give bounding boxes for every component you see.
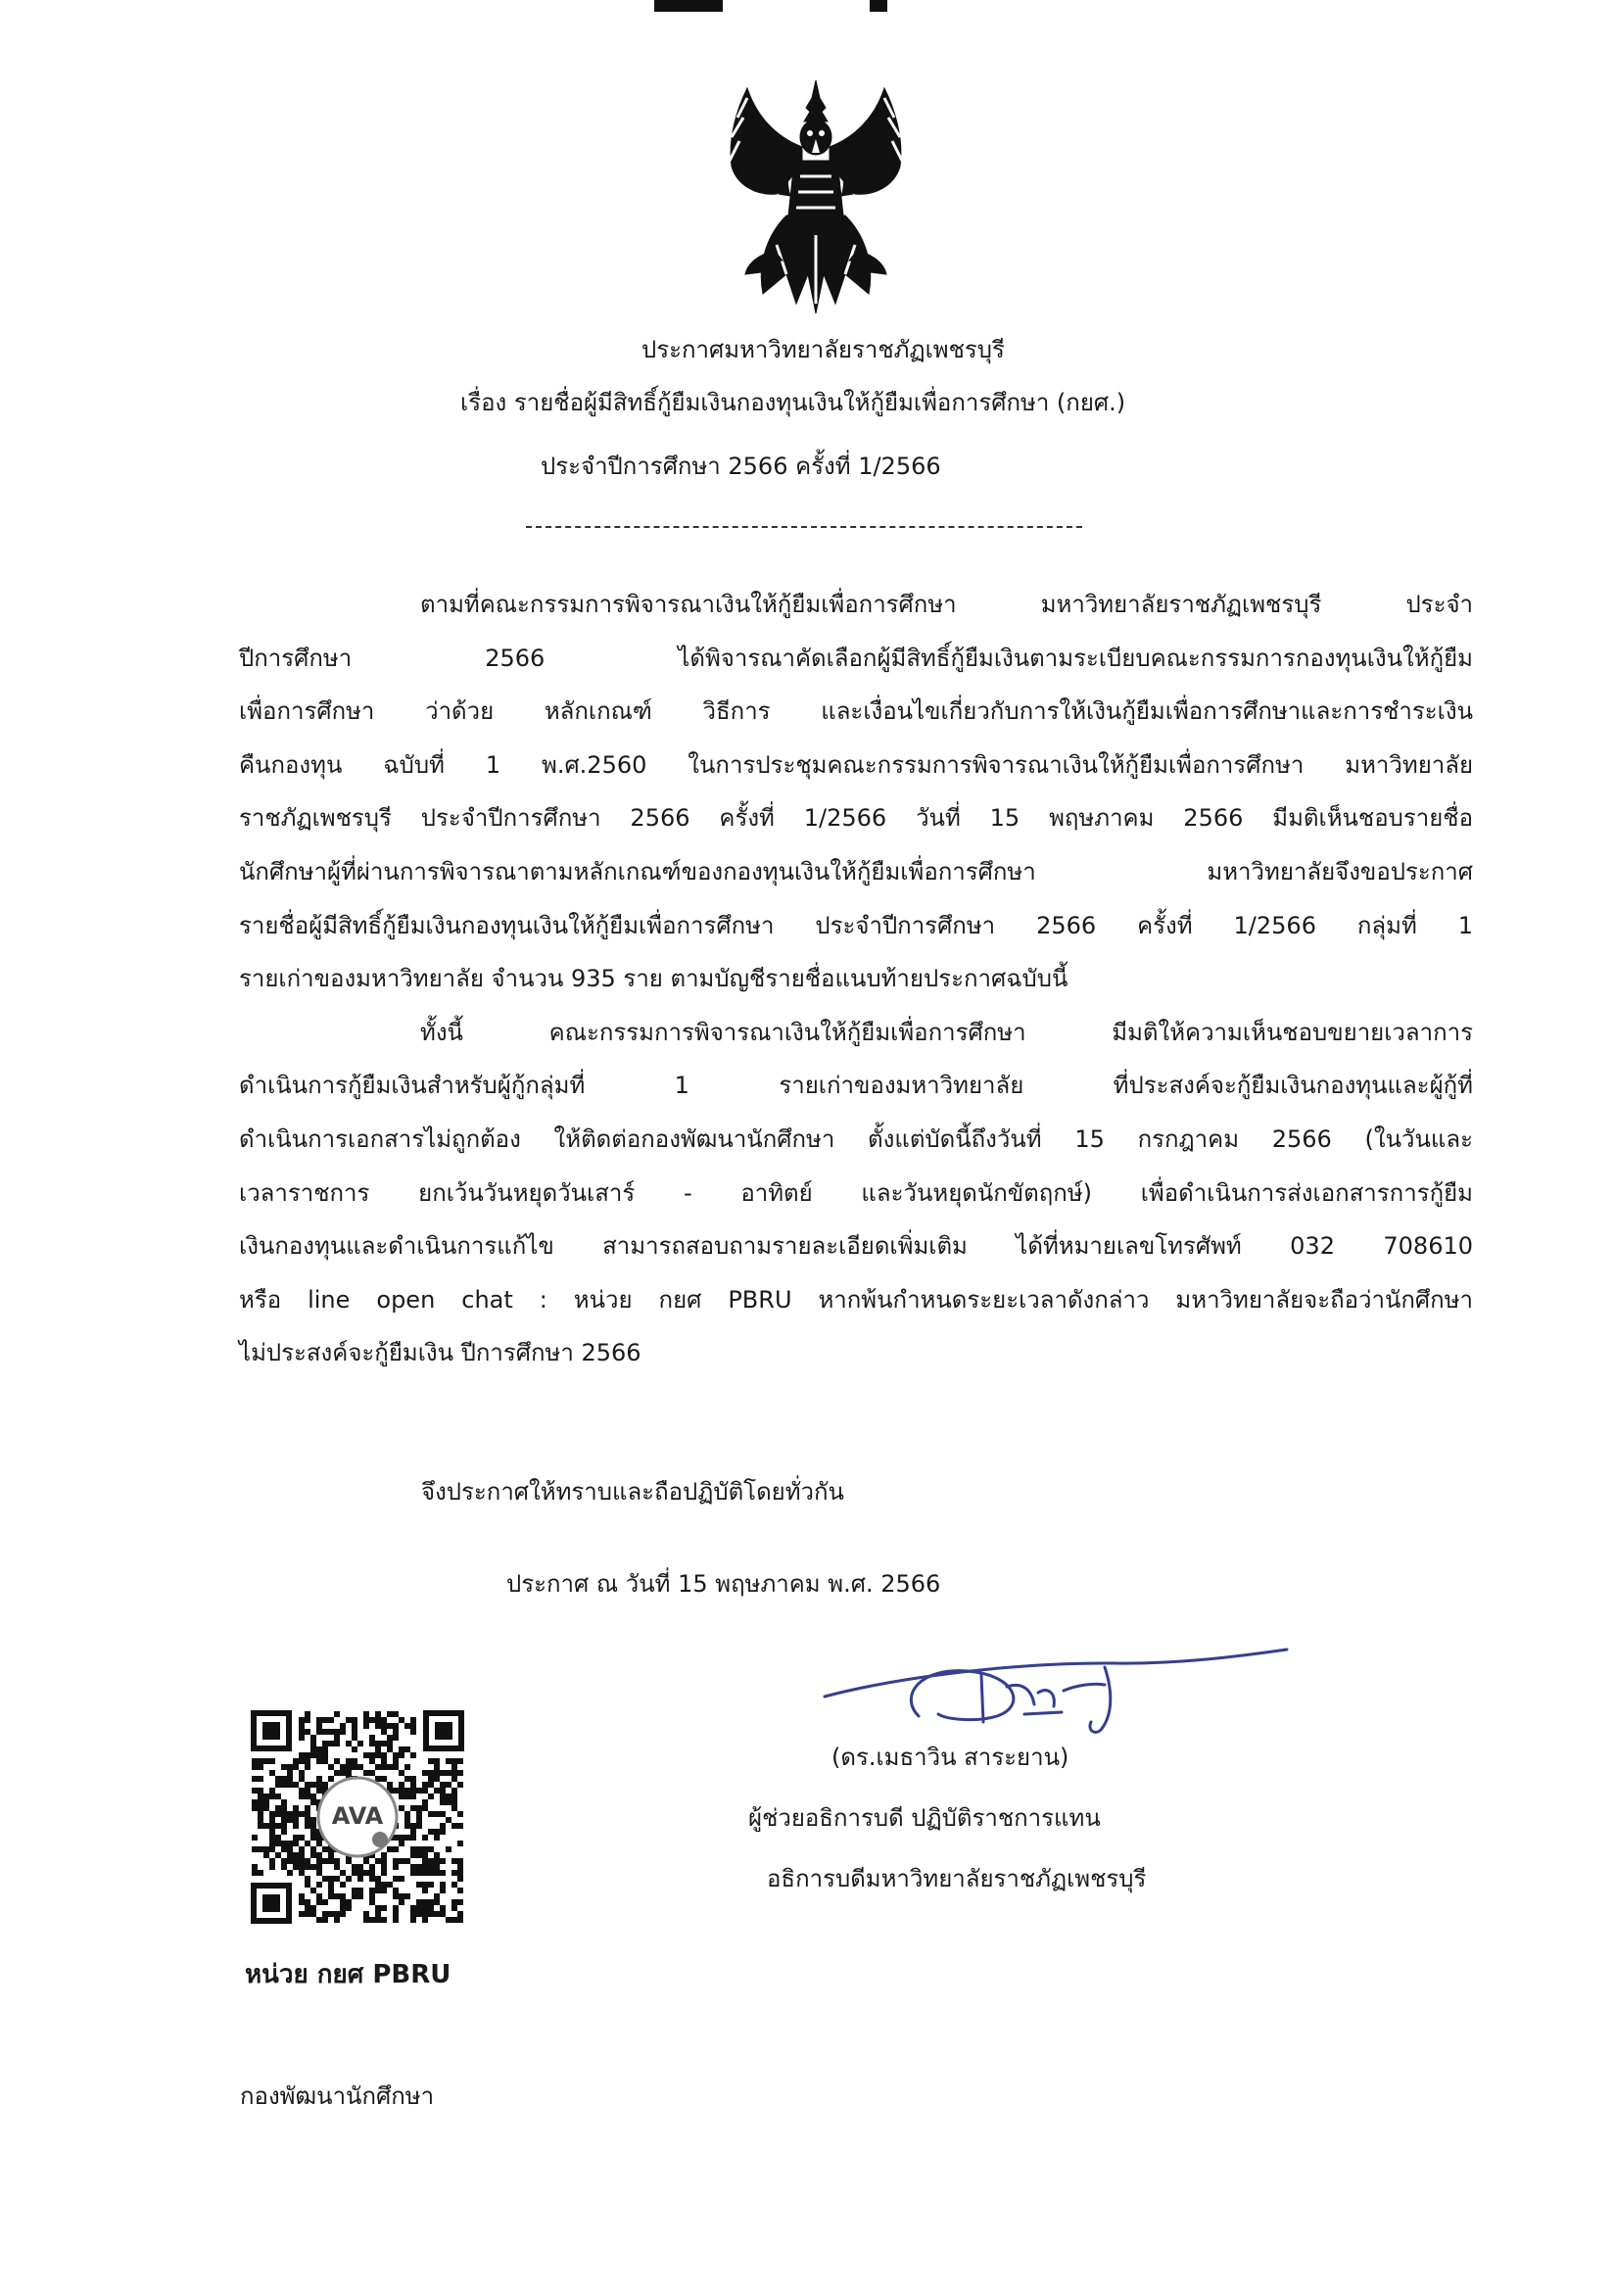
body-line: เวลาราชการ ยกเว้นวันหยุดวันเสาร์ - อาทิตย์ และวันหยุดนักขัตฤกษ์) เพื่อดำเนินการส่งเอกสารการกู้ยืม [239,1178,1473,1207]
signatory-position: ผู้ช่วยอธิการบดี ปฏิบัติราชการแทน [748,1804,1101,1832]
body-line: ไม่ประสงค์จะกู้ยืมเงิน ปีการศึกษา 2566 [239,1339,641,1367]
body-line: ตามที่คณะกรรมการพิจารณาเงินให้กู้ยืมเพื่อการศึกษา มหาวิทยาลัยราชภัฏเพชรบุรี ประจำ [420,591,1473,618]
issuing-division: กองพัฒนานักศึกษา [240,2082,435,2110]
scan-mark-right [870,0,887,12]
body-line: เงินกองทุนและดำเนินการแก้ไข สามารถสอบถามรายละเอียดเพิ่มเติม ได้ที่หมายเลขโทรศัพท์ 032 708610 [239,1232,1473,1261]
body-line: ดำเนินการกู้ยืมเงินสำหรับผู้กู้กลุ่มที่ 1 รายเก่าของมหาวิทยาลัย ที่ประสงค์จะกู้ยืมเงินกองทุนและผู้กู้ที่ [239,1072,1473,1100]
garuda-emblem-icon [718,78,914,318]
closing-statement: จึงประกาศให้ทราบและถือปฏิบัติโดยทั่วกัน [421,1478,844,1506]
body-line: รายชื่อผู้มีสิทธิ์กู้ยืมเงินกองทุนเงินให้กู้ยืมเพื่อการศึกษา ประจำปีการศึกษา 2566 ครั้งที่ 1/2566 กลุ่มที่ 1 [239,911,1473,939]
signatory-position-university: อธิการบดีมหาวิทยาลัยราชภัฏเพชรบุรี [767,1865,1147,1892]
body-line: คืนกองทุน ฉบับที่ 1 พ.ศ.2560 ในการประชุมคณะกรรมการพิจารณาเงินให้กู้ยืมเพื่อการศึกษา มหาวิทยาลัย [239,750,1473,779]
body-line: ปีการศึกษา 2566 ได้พิจารณาคัดเลือกผู้มีสิทธิ์กู้ยืมเงินตามระเบียบคณะกรรมการกองทุนเงินให้กู้ยืม [239,644,1473,672]
qr-code[interactable] [245,1704,470,1930]
body-line: ทั้งนี้ คณะกรรมการพิจารณาเงินให้กู้ยืมเพื่อการศึกษา มีมติให้ความเห็นชอบขยายเวลาการ [420,1018,1473,1046]
qr-caption: หน่วย กยศ PBRU [245,1960,451,1989]
body-line: เพื่อการศึกษา ว่าด้วย หลักเกณฑ์ วิธีการ และเงื่อนไขเกี่ยวกับการให้เงินกู้ยืมเพื่อการศึกษาและการชำระเงิน [239,697,1473,726]
body-line: รายเก่าของมหาวิทยาลัย จำนวน 935 ราย ตามบัญชีรายชื่อแนบท้ายประกาศฉบับนี้ [239,965,1068,993]
separator-line [526,526,1082,528]
handwritten-signature [821,1628,1291,1736]
body-line: ดำเนินการเอกสารไม่ถูกต้อง ให้ติดต่อกองพัฒนานักศึกษา ตั้งแต่บัดนี้ถึงวันที่ 15 กรกฎาคม 2566 (ในวันและ [239,1124,1473,1153]
body-line: นักศึกษาผู้ที่ผ่านการพิจารณาตามหลักเกณฑ์ของกองทุนเงินให้กู้ยืมเพื่อการศึกษา มหาวิทยาลัยจึงขอประกาศ [239,857,1473,885]
announcement-body [239,578,1473,1380]
signatory-name: (ดร.เมธาวิน สาระยาน) [831,1744,1069,1771]
announcement-subject: เรื่อง รายชื่อผู้มีสิทธิ์กู้ยืมเงินกองทุนเงินให้กู้ยืมเพื่อการศึกษา (กยศ.) [460,389,1126,416]
body-line: หรือ line open chat : หน่วย กยศ PBRU หากพ้นกำหนดระยะเวลาดังกล่าว มหาวิทยาลัยจะถือว่านักศึกษา [239,1285,1473,1314]
announcement-title: ประกาศมหาวิทยาลัยราชภัฏเพชรบุรี [641,336,1005,363]
qr-logo-text: AVA [331,1802,384,1830]
body-line: ราชภัฏเพชรบุรี ประจำปีการศึกษา 2566 ครั้งที่ 1/2566 วันที่ 15 พฤษภาคม 2566 มีมติเห็นชอบรายชื่อ [239,804,1473,833]
announcement-date: ประกาศ ณ วันที่ 15 พฤษภาคม พ.ศ. 2566 [506,1570,941,1598]
announcement-term: ประจำปีการศึกษา 2566 ครั้งที่ 1/2566 [541,453,941,480]
scan-mark-left [654,0,723,12]
